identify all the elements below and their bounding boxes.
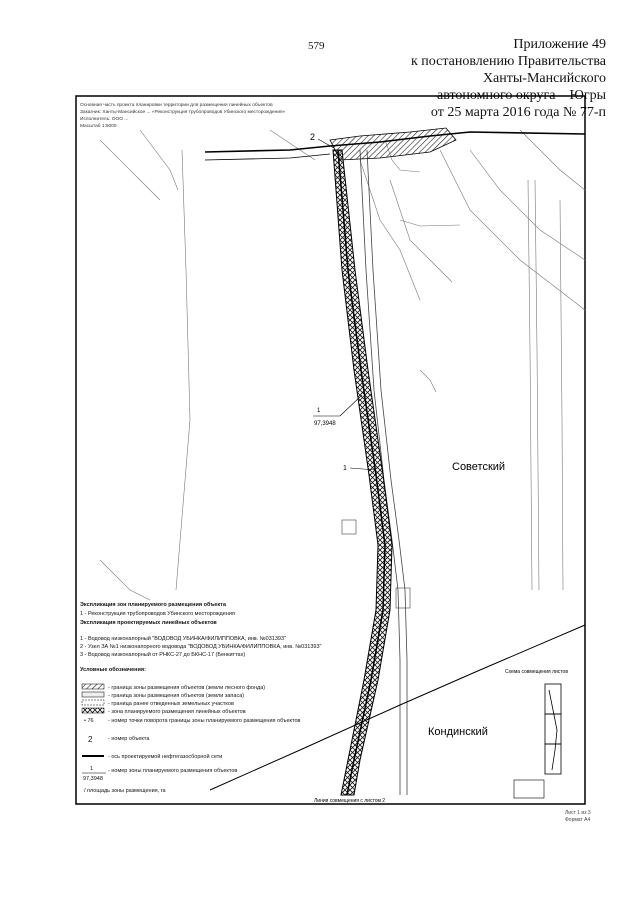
legend-item: 3 - Водовод низконапорный от РНКС-27 до БКНС-17 (Бенкиттах) <box>80 652 246 658</box>
map-header <box>80 101 286 129</box>
appendix-line: автономного округа – Югры <box>437 88 606 103</box>
legend-item: 1 - Реконструкция трубопроводов Убинского месторождения <box>80 611 235 617</box>
place-label-kondinsky: Кондинский <box>428 726 488 738</box>
appendix-line: Ханты-Мансийского <box>482 71 606 86</box>
legend-mark: 1 <box>90 766 94 772</box>
sheet-info-line: Формат А4 <box>565 817 591 823</box>
map-header-line: Масштаб 1:5000 <box>80 124 117 129</box>
inset-title: Схема совмещения листов <box>505 669 568 675</box>
legend-item: 1 - Водовод низконапорный "ВОДОВОД УБИНКА/ФИЛИППОВКА, инв. №031393" <box>80 636 286 642</box>
legend-symbol-text: - номер объекта <box>108 736 150 742</box>
map-header-line: Основная часть проекта планировки территории для размещения линейных объектов <box>80 103 273 108</box>
legend-title: Условные обозначения: <box>80 667 146 673</box>
sheet-info <box>565 810 591 824</box>
map-header-line: Исполнитель: ООО ... <box>80 117 129 122</box>
zone-area: 97,3948 <box>314 421 336 427</box>
appendix-line: к постановлению Правительства <box>410 54 606 69</box>
legend-symbol-text: - граница ранее отведенных земельных участков <box>108 701 234 707</box>
object-number: 1 <box>343 465 347 472</box>
legend-title: Экспликация проектируемых линейных объектов <box>80 620 217 626</box>
legend-mark: • 76 <box>84 718 94 724</box>
zone-number: 1 <box>317 408 321 414</box>
legend-symbol-text: - номер зоны планируемого размещения объектов <box>108 768 238 774</box>
page-number: 579 <box>308 40 325 52</box>
appendix-line: Приложение 49 <box>513 37 606 52</box>
legend-symbol-text: - зона планируемого размещения линейных объектов <box>108 709 246 715</box>
legend-mark: 97,3948 <box>83 776 103 782</box>
legend-symbol-text: - ось проектируемой нефтегазосборной сети <box>108 754 223 760</box>
legend <box>80 601 322 794</box>
legend-item: 2 - Узел ЗА №1 низконапорного водовода "ВОДОВОД УБИНКА/ФИЛИППОВКА, инв. №031393" <box>80 644 322 650</box>
callout-top-number: 2 <box>310 132 316 142</box>
legend-symbol-text: - граница зоны размещения объектов (земли запаса) <box>108 693 245 699</box>
legend-mark: 2 <box>88 735 93 744</box>
legend-symbol-text: - номер точки поворота границы зоны планируемого размещения объектов <box>108 718 301 724</box>
sheet-layout-inset <box>505 669 568 798</box>
appendix-line: от 25 марта 2016 года № 77-п <box>430 105 606 120</box>
legend-title: Экспликация зон планируемого размещения объекта <box>80 602 226 608</box>
legend-symbol-text: / площадь зоны размещения, га <box>84 788 166 794</box>
parcel <box>342 520 356 534</box>
zone-callout <box>313 395 362 427</box>
place-label-sovetsky: Советский <box>452 461 506 473</box>
legend-symbol-text: - граница зоны размещения объектов (земли лесного фонда) <box>108 685 266 691</box>
map-header-line: Заказчик: Ханты-Мансийское ... «Реконструкция трубопроводов Убинского месторождения» <box>80 110 286 115</box>
matchline-label: Линия совмещения с листом 2 <box>314 798 386 804</box>
sheet-info-line: Лист 1 из 3 <box>565 810 591 816</box>
